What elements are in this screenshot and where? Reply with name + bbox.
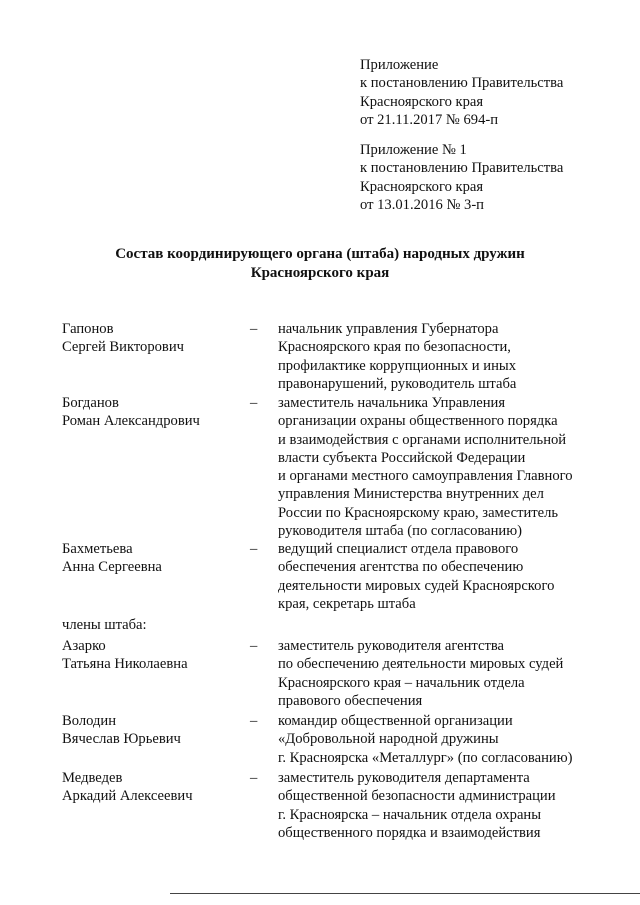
member-name	[62, 540, 242, 577]
appendix-line: к постановлению Правительства	[360, 75, 564, 92]
position-line: общественной безопасности администрации	[278, 788, 556, 805]
appendix-header-current	[360, 56, 630, 129]
position-line: власти субъекта Российской Федерации	[278, 449, 526, 466]
position-line: управления Министерства внутренних дел	[278, 486, 544, 503]
position-line: по обеспечению деятельности мировых судей	[278, 656, 564, 673]
appendix-date-line: от 21.11.2017 № 694-п	[360, 111, 499, 128]
position-line: России по Красноярскому краю, заместитель	[278, 504, 559, 521]
member-position	[278, 769, 628, 842]
member-position	[278, 540, 628, 613]
title-line: Красноярского края	[250, 265, 390, 281]
position-line: заместитель начальника Управления	[278, 395, 506, 411]
member-position	[278, 637, 628, 710]
position-line: «Добровольной народной дружины	[278, 731, 499, 748]
position-line: деятельности мировых судей Красноярского	[278, 577, 555, 594]
position-line: руководителя штаба (по согласованию)	[278, 523, 522, 540]
position-line: заместитель руководителя департамента	[278, 770, 530, 786]
member-surname: Богданов	[62, 395, 119, 411]
appendix-line: Приложение	[360, 57, 439, 73]
dash-separator: –	[250, 395, 258, 411]
member-position	[278, 320, 628, 393]
member-surname: Азарко	[62, 638, 106, 654]
position-line: правового обеспечения	[278, 692, 423, 709]
appendix-line: Красноярского края	[360, 93, 484, 110]
appendix-line: Красноярского края	[360, 178, 484, 195]
member-given-names: Роман Александрович	[62, 413, 200, 430]
position-line: начальник управления Губернатора	[278, 321, 499, 337]
members-section-label: члены штаба:	[62, 617, 147, 633]
position-line: заместитель руководителя агентства	[278, 638, 505, 654]
position-line: правонарушений, руководитель штаба	[278, 375, 517, 392]
member-given-names: Вячеслав Юрьевич	[62, 731, 181, 748]
position-line: края, секретарь штаба	[278, 595, 416, 612]
member-name	[62, 769, 242, 806]
member-surname: Медведев	[62, 770, 123, 786]
member-surname: Володин	[62, 713, 117, 729]
dash-separator: –	[250, 321, 258, 337]
position-line: организации охраны общественного порядка	[278, 413, 558, 430]
position-line: обеспечения агентства по обеспечению	[278, 559, 524, 576]
dash-separator: –	[250, 770, 258, 786]
member-surname: Гапонов	[62, 321, 114, 337]
member-given-names: Аркадий Алексеевич	[62, 788, 193, 805]
appendix-date-line: от 13.01.2016 № 3-п	[360, 196, 484, 213]
member-given-names: Сергей Викторович	[62, 339, 184, 356]
appendix-line: к постановлению Правительства	[360, 160, 564, 177]
position-line: профилактике коррупционных и иных	[278, 357, 516, 374]
member-given-names: Анна Сергеевна	[62, 559, 162, 576]
member-name	[62, 394, 242, 431]
position-line: командир общественной организации	[278, 713, 513, 729]
position-line: Красноярского края – начальник отдела	[278, 674, 525, 691]
member-name	[62, 320, 242, 357]
appendix-header-original	[360, 141, 630, 214]
appendix-line: Приложение № 1	[360, 142, 467, 158]
dash-separator: –	[250, 541, 258, 557]
member-position	[278, 712, 628, 767]
position-line: г. Красноярска «Металлург» (по согласованию)	[278, 749, 573, 766]
document-title	[40, 245, 600, 283]
member-name	[62, 637, 242, 674]
title-line: Состав координирующего органа (штаба) народных дружин	[115, 246, 525, 262]
position-line: Красноярского края по безопасности,	[278, 339, 511, 356]
member-surname: Бахметьева	[62, 541, 133, 557]
position-line: и органами местного самоуправления Главного	[278, 468, 573, 485]
dash-separator: –	[250, 638, 258, 654]
position-line: общественного порядка и взаимодействия	[278, 824, 541, 841]
dash-separator: –	[250, 713, 258, 729]
page-bottom-rule	[170, 893, 640, 894]
position-line: г. Красноярска – начальник отдела охраны	[278, 806, 542, 823]
position-line: ведущий специалист отдела правового	[278, 541, 519, 557]
member-name	[62, 712, 242, 749]
member-given-names: Татьяна Николаевна	[62, 656, 188, 673]
position-line: и взаимодействия с органами исполнительной	[278, 431, 567, 448]
member-position	[278, 394, 628, 540]
